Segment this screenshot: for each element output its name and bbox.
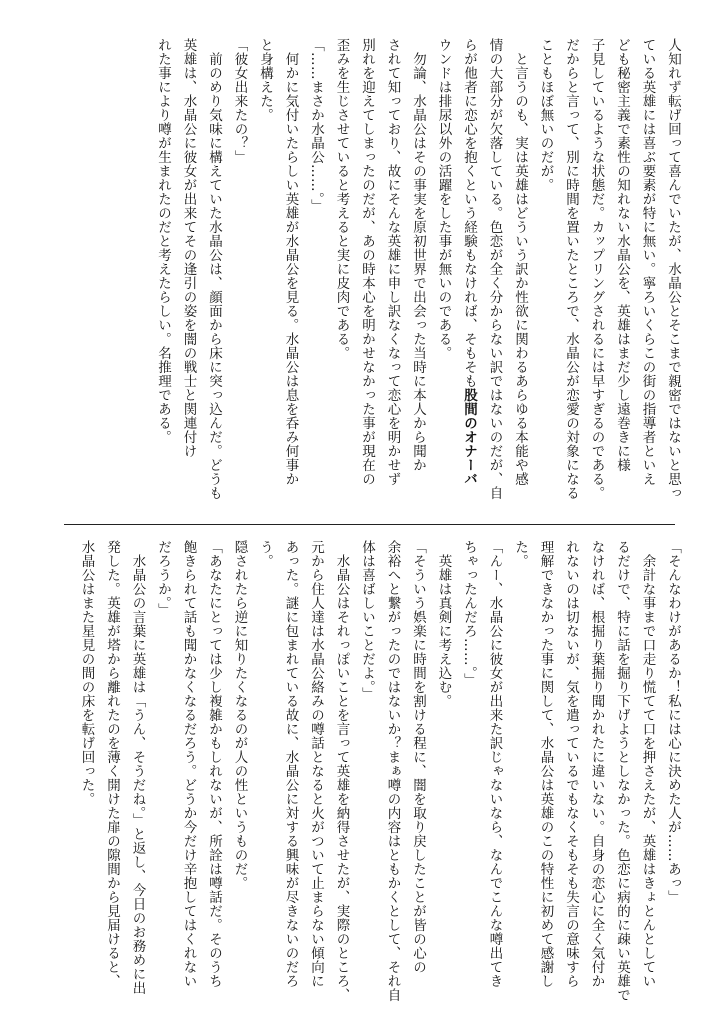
- text-line: あった。謎に包まれている故に、水晶公に対する興味が尽きないのだろう。: [257, 540, 299, 988]
- text-line: 理解できなかった事に関して、水晶公は英雄のこの特性に初めて感謝し: [537, 540, 554, 988]
- text-line: ている英雄には喜ぶ要素が特に無い。寧ろいくらこの街の指導者といえ: [639, 38, 656, 486]
- text-line: 「……まさか水晶公……。」: [308, 38, 324, 214]
- text-line: 前のめり気味に構えていた水晶公は、顔面から床に突っ込んだ。どうも: [206, 38, 222, 500]
- text-line: と言うのも、実は英雄はどういう訳か性欲に関わるあらゆる本能や感: [512, 38, 528, 486]
- text-line: 英雄は、水晶公に彼女が出来てその逢引の姿を闇の戦士と関連付け: [180, 38, 197, 458]
- lower-text-block: [55, 540, 685, 1010]
- section-divider: [64, 524, 675, 525]
- text-line: 水晶公はまた星見の間の床を転げ回った。: [78, 540, 95, 806]
- text-line: 余計な事まで口走り慌てて口を押さえたが、英雄はきょとんとしてい: [639, 540, 656, 988]
- text-line: 「彼女出来たの？」: [231, 38, 248, 164]
- text-line: されて知っており、故にそんな英雄に申し訳なくなって恋心を明かせず: [384, 38, 401, 486]
- text-line: 「そういう娯楽に時間を割ける程に、闇を取り戻したことが皆の心の: [410, 540, 426, 974]
- text-line: 「あなたにとっては少し複雑かもしれないが、所詮は噂話だ。そのうち: [206, 540, 222, 988]
- bold-phrase: 股間のオナーバ: [461, 388, 477, 486]
- text-line: と身構えた。: [257, 38, 273, 122]
- text-line: れないのは切ないが、気を遣っているでもなくそもそも失言の意味すら: [563, 540, 579, 988]
- text-line: なければ、根掘り葉掘り聞かれたに違いない。自身の恋心に全く気付か: [588, 540, 605, 988]
- text-line: 隠されたら逆に知りたくなるのが人の性というものだ。: [231, 540, 248, 890]
- text-line: 「んー、水晶公に彼女が出来た訳じゃないなら、なんでこんな噂出てき: [486, 540, 503, 988]
- text-line: 体は喜ばしいことだよ。」: [359, 540, 375, 702]
- text-line: こともほぼ無いのだが。: [537, 38, 554, 192]
- text-line-with-bold: [456, 38, 482, 510]
- text-line: ウンドは排尿以外の活躍をした事が無いのである。: [435, 38, 452, 360]
- text-line: 元から住人達は水晶公絡みの噂話となると火がついて止まらない傾向に: [308, 540, 324, 988]
- text-line: 勿論、水晶公はその事実を原初世界で出会った当時に本人から聞か: [410, 38, 426, 472]
- text-line: れた事により噂が生まれたのだと考えたらしい。名推理である。: [155, 38, 171, 444]
- text-line: 発した。英雄が塔から離れたのを薄く開けた扉の隙間から見届けると、: [104, 540, 120, 988]
- text-line: 飽きられて話も聞かなくなるだろう。どうか今だけ辛抱してはくれない: [180, 540, 197, 988]
- text-line: だろうか。」: [155, 540, 171, 618]
- text-line: 歪みを生じさせていると考えると実に皮肉である。: [333, 38, 350, 360]
- text-line: 子見しているような状態だ。カップリングされるには早すぎるのである。: [588, 38, 605, 500]
- text-line: た。: [512, 540, 528, 568]
- text-line: るだけで、特に話を掘り下げようとしなかった。色恋に病的に疎い英雄で: [614, 540, 630, 1002]
- text-line: 何かに気付いたらしい英雄が水晶公を見る。水晶公は息を呑み何事か: [282, 38, 299, 486]
- text-line: ども秘密主義で素性の知れない水晶公を、英雄はまだ少し遠巻きに様: [614, 38, 630, 472]
- text-line: 水晶公の言葉に英雄は「うん、そうだね。」と返し、今日のお務めに出: [129, 540, 146, 996]
- text-line: 人知れず転げ回って喜んでいたが、水晶公とそこまで親密ではないと思っ: [665, 38, 681, 500]
- text-line: 「そんなわけがあるか！私には心に決めた人が……あっ」: [665, 540, 681, 904]
- text-line: だからと言って、別に時間を置いたところで、水晶公が恋愛の対象になる: [563, 38, 579, 500]
- text-line: 情の大部分が欠落している。色恋が全く分からない訳ではないのだが、自: [486, 38, 503, 500]
- text-line: 水晶公はそれっぽいことを言って英雄を納得させたが、実際のところ、: [333, 540, 350, 1002]
- text-line: 余裕へと繋がったのではないか？まぁ噂の内容はともかくとして、それ自: [384, 540, 401, 1002]
- text-line: 別れを迎えてしまったのだが、あの時本心を明かせなかった事が現在の: [359, 38, 375, 486]
- text-line: らが他者に恋心を抱くという経験もなければ、そもそも: [461, 38, 477, 388]
- upper-text-block: [55, 38, 685, 510]
- text-line: ちゃったんだろ……。」: [461, 540, 477, 688]
- text-line: 英雄は真剣に考え込む。: [435, 540, 452, 708]
